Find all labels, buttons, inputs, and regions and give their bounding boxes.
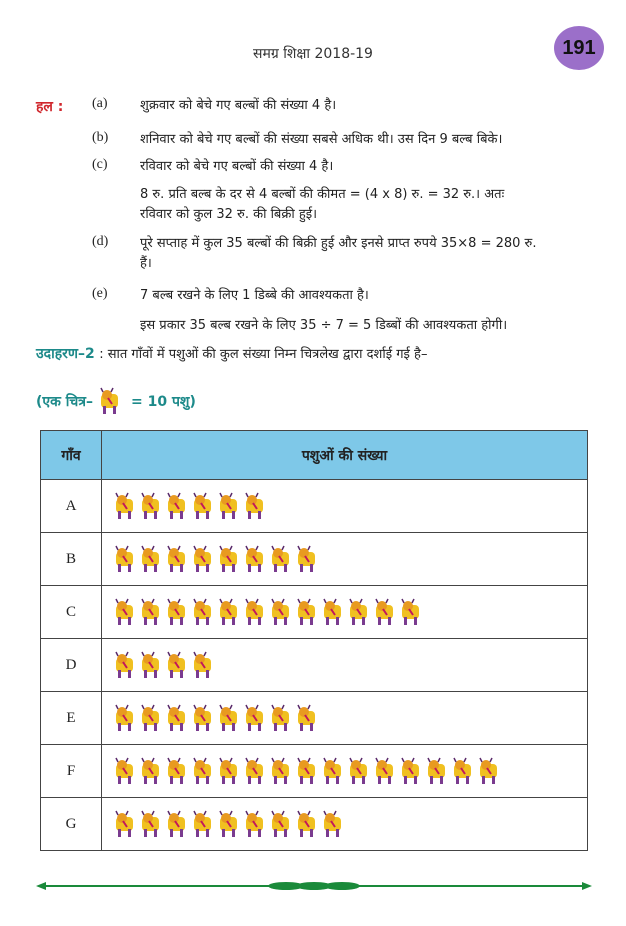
table-row: [41, 798, 588, 851]
village-name: D: [41, 639, 102, 692]
item-text-d: [140, 234, 588, 274]
item-marker-b: (b): [92, 130, 109, 145]
item-line: हैं।: [140, 256, 152, 271]
cow-icon: [114, 703, 136, 733]
example-text: : सात गाँवों में पशुओं की कुल संख्या निम्न चित्रलेख द्वारा दर्शाई गई है–: [99, 347, 428, 362]
cow-icon: [218, 703, 240, 733]
cow-icon: [218, 597, 240, 627]
cow-icon: [270, 809, 292, 839]
village-name: A: [41, 480, 102, 533]
cow-icon: [166, 544, 188, 574]
cow-icon: [166, 650, 188, 680]
key-suffix: = 10 पशु): [131, 393, 196, 410]
village-name: G: [41, 798, 102, 851]
cow-icon: [348, 756, 370, 786]
cow-icon: [452, 756, 474, 786]
cow-icon: [140, 597, 162, 627]
item-marker-a: (a): [92, 96, 108, 111]
cow-icon: [296, 703, 318, 733]
pictograph-key: [36, 386, 196, 416]
page-number-badge: 191: [554, 26, 604, 70]
item-marker-c: (c): [92, 157, 108, 172]
item-text-b: [140, 130, 588, 150]
cow-icon: [140, 703, 162, 733]
cow-icon: [322, 809, 344, 839]
example-label: उदाहरण–2: [36, 346, 95, 362]
item-text-a: [140, 96, 588, 116]
cow-icon: [166, 756, 188, 786]
cow-icon: [192, 756, 214, 786]
animal-icons-cell: [102, 480, 588, 533]
cow-icon: [140, 491, 162, 521]
cow-icon: [114, 491, 136, 521]
cow-icon: [192, 809, 214, 839]
cow-icon: [270, 703, 292, 733]
cow-icon: [296, 544, 318, 574]
cow-icon: [400, 597, 422, 627]
cow-icon: [244, 756, 266, 786]
cow-icon: [114, 597, 136, 627]
cow-icon: [218, 809, 240, 839]
cow-icon: [426, 756, 448, 786]
cow-icon: [166, 491, 188, 521]
village-name: F: [41, 745, 102, 798]
cow-icon: [374, 597, 396, 627]
key-prefix: (एक चित्र–: [36, 393, 94, 410]
cow-icon: [218, 544, 240, 574]
village-name: E: [41, 692, 102, 745]
item-text-c: [140, 157, 588, 225]
cow-icon: [218, 756, 240, 786]
cow-icon: [296, 597, 318, 627]
item-text-e: [140, 286, 588, 336]
item-line: रविवार को कुल 32 रु. की बिक्री हुई।: [140, 207, 318, 222]
table-row: [41, 533, 588, 586]
col-village-header: गाँव: [41, 431, 102, 480]
table-row: [41, 639, 588, 692]
cow-icon: [166, 809, 188, 839]
cow-icon: [114, 544, 136, 574]
cow-icon: [99, 386, 121, 416]
cow-icon: [244, 597, 266, 627]
item-line: शुक्रवार को बेचे गए बल्बों की संख्या 4 है।: [140, 98, 337, 113]
cow-icon: [322, 597, 344, 627]
item-line: 8 रु. प्रति बल्ब के दर से 4 बल्बों की कीमत = (4 x 8) रु. = 32 रु.। अतः: [140, 187, 505, 202]
cow-icon: [192, 491, 214, 521]
cow-icon: [192, 597, 214, 627]
example-heading: [36, 344, 427, 363]
table-row: [41, 692, 588, 745]
table-row: [41, 480, 588, 533]
animal-icons-cell: [102, 745, 588, 798]
item-line: 7 बल्ब रखने के लिए 1 डिब्बे की आवश्यकता है।: [140, 288, 369, 303]
col-count-header: पशुओं की संख्या: [102, 431, 588, 480]
cow-icon: [166, 703, 188, 733]
cow-icon: [244, 544, 266, 574]
cow-icon: [114, 756, 136, 786]
cow-icon: [478, 756, 500, 786]
footer-divider: [36, 880, 592, 892]
cow-icon: [166, 597, 188, 627]
cow-icon: [140, 650, 162, 680]
cow-icon: [322, 756, 344, 786]
item-line: रविवार को बेचे गए बल्बों की संख्या 4 है।: [140, 159, 334, 174]
cow-icon: [140, 544, 162, 574]
cow-icon: [244, 703, 266, 733]
cow-icon: [374, 756, 396, 786]
item-marker-d: (d): [92, 234, 109, 249]
cow-icon: [400, 756, 422, 786]
table-row: [41, 745, 588, 798]
pictograph-table: [40, 430, 588, 851]
cow-icon: [192, 650, 214, 680]
item-line: शनिवार को बेचे गए बल्बों की संख्या सबसे अधिक थी। उस दिन 9 बल्ब बिके।: [140, 132, 503, 147]
cow-icon: [114, 809, 136, 839]
animal-icons-cell: [102, 692, 588, 745]
cow-icon: [114, 650, 136, 680]
cow-icon: [140, 756, 162, 786]
cow-icon: [244, 809, 266, 839]
animal-icons-cell: [102, 586, 588, 639]
cow-icon: [192, 544, 214, 574]
cow-icon: [270, 597, 292, 627]
table-row: [41, 586, 588, 639]
animal-icons-cell: [102, 533, 588, 586]
item-line: पूरे सप्ताह में कुल 35 बल्बों की बिक्री हुई और इनसे प्राप्त रुपये 35×8 = 280 रु.: [140, 236, 537, 251]
animal-icons-cell: [102, 639, 588, 692]
cow-icon: [296, 809, 318, 839]
cow-icon: [244, 491, 266, 521]
village-name: B: [41, 533, 102, 586]
cow-icon: [218, 491, 240, 521]
village-name: C: [41, 586, 102, 639]
cow-icon: [348, 597, 370, 627]
cow-icon: [270, 544, 292, 574]
cow-icon: [296, 756, 318, 786]
animal-icons-cell: [102, 798, 588, 851]
item-line: इस प्रकार 35 बल्ब रखने के लिए 35 ÷ 7 = 5 डिब्बों की आवश्यकता होगी।: [140, 318, 508, 333]
solution-label: हल :: [36, 99, 64, 115]
cow-icon: [192, 703, 214, 733]
item-marker-e: (e): [92, 286, 108, 301]
cow-icon: [270, 756, 292, 786]
cow-icon: [140, 809, 162, 839]
page-header: समग्र शिक्षा 2018-19: [253, 46, 373, 62]
